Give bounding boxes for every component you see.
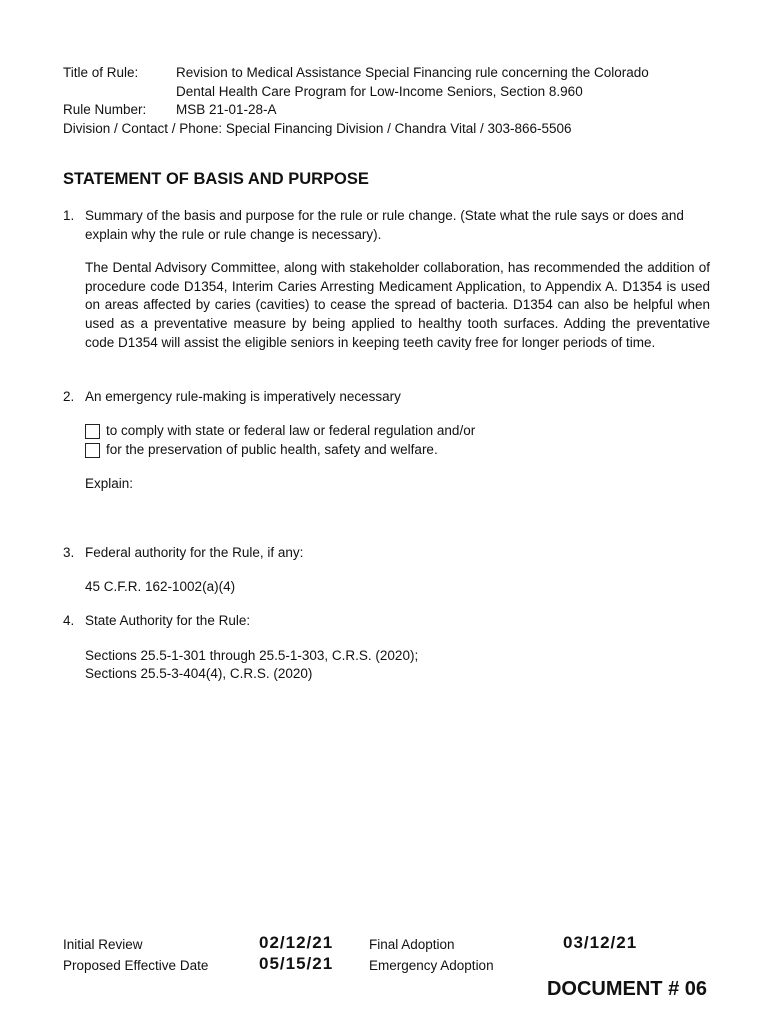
item-2-number: 2. — [63, 389, 75, 404]
item-1-body: The Dental Advisory Committee, along with stakeholder collaboration, has recommended the addition of procedure code D1354, Interim Caries Arresting Medicament Application, to Appendix A. D1354 is used on areas affected by caries (cavities) to cease the spread of bacteria. D1354 can also be helpful when used as a preventative measure by being applied to healthy tooth surfaces. Adding the preventative code D1354 will assist the eligible seniors in keeping teeth cavity free for longer periods of time. — [85, 260, 710, 350]
final-adoption-date: 03/12/21 — [563, 933, 638, 952]
rule-header — [63, 64, 649, 138]
item-1-text: Summary of the basis and purpose for the rule or rule change. (State what the rule says or does and explain why the rule or rule change is necessary). — [85, 208, 684, 242]
item-1-number: 1. — [63, 208, 75, 223]
item-4-number: 4. — [63, 613, 75, 628]
item-3-text: Federal authority for the Rule, if any: — [85, 545, 304, 560]
comply-checkbox-label: to comply with state or federal law or federal regulation and/or — [106, 423, 476, 438]
item-4-body-line2: Sections 25.5-3-404(4), C.R.S. (2020) — [85, 666, 313, 681]
item-3-body: 45 C.F.R. 162-1002(a)(4) — [85, 579, 236, 594]
document-number: DOCUMENT # 06 — [546, 978, 707, 1000]
item-4 — [63, 612, 710, 631]
initial-review-label: Initial Review — [63, 937, 143, 952]
emergency-adoption-label: Emergency Adoption — [369, 958, 494, 973]
title-of-rule-line1: Revision to Medical Assistance Special Financing rule concerning the Colorado — [176, 65, 649, 80]
item-2 — [63, 388, 710, 407]
final-adoption-label: Final Adoption — [369, 937, 455, 952]
proposed-effective-date-label: Proposed Effective Date — [63, 958, 209, 973]
item-4-body-line1: Sections 25.5-1-301 through 25.5-1-303, C.R.S. (2020); — [85, 648, 419, 663]
initial-review-date: 02/12/21 — [259, 933, 334, 952]
preservation-checkbox[interactable] — [85, 443, 100, 458]
checkbox-row-preservation — [85, 441, 438, 460]
comply-checkbox[interactable] — [85, 424, 100, 439]
item-3-number: 3. — [63, 545, 75, 560]
explain-label: Explain: — [85, 476, 134, 491]
title-of-rule-line2: Dental Health Care Program for Low-Income Seniors, Section 8.960 — [176, 83, 583, 99]
section-heading: STATEMENT OF BASIS AND PURPOSE — [63, 170, 369, 188]
rule-number-value: MSB 21-01-28-A — [176, 102, 277, 118]
item-3 — [63, 544, 710, 563]
item-1 — [63, 207, 710, 244]
checkbox-row-comply — [85, 422, 475, 441]
division-contact-phone: Division / Contact / Phone: Special Financing Division / Chandra Vital / 303-866-5506 — [63, 120, 572, 136]
preservation-checkbox-label: for the preservation of public health, safety and welfare. — [106, 442, 438, 457]
item-4-text: State Authority for the Rule: — [85, 613, 251, 628]
item-2-text: An emergency rule-making is imperatively necessary — [85, 389, 401, 404]
title-of-rule-label: Title of Rule: — [63, 65, 139, 80]
proposed-effective-date: 05/15/21 — [259, 954, 334, 973]
rule-number-label: Rule Number: — [63, 102, 147, 118]
